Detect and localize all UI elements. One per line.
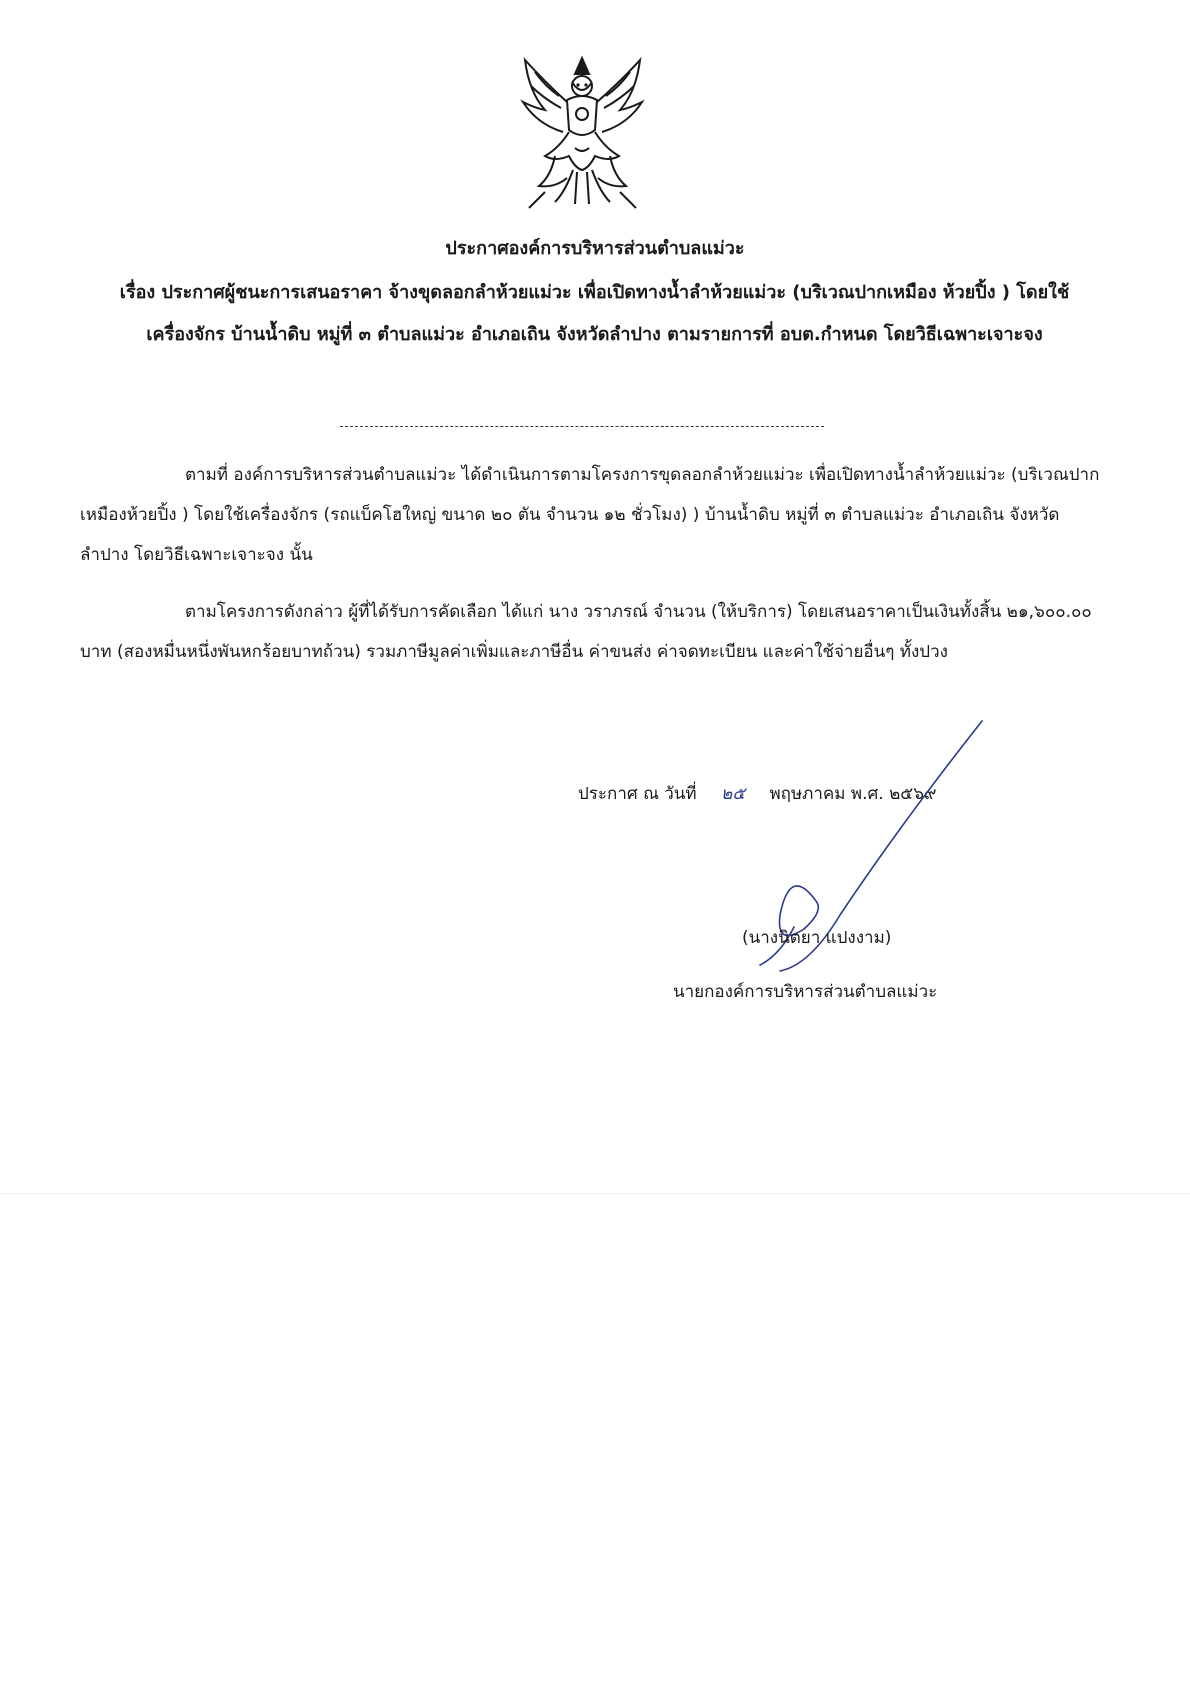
date-prefix: ประกาศ ณ วันที่ <box>578 784 697 804</box>
announcement-title: ประกาศองค์การบริหารส่วนตำบลแม่วะ <box>445 238 745 259</box>
dashed-divider <box>340 426 824 427</box>
body-paragraph-1: ตามที่ องค์การบริหารส่วนตำบลแม่วะ ได้ดำเนินการตามโครงการขุดลอกลำห้วยแม่วะ เพื่อเปิดทางน้ำลำห้วยแม่วะ (บริเวณปากเหมืองห้วยปิ้ง ) โดยใช้เครื่องจักร (รถแบ็คโฮใหญ่ ขนาด ๒๐ ตัน จำนวน ๑๒ ชั่วโมง) ) บ้านน้ำดิบ หมู่ที่ ๓ ตำบลแม่วะ อำเภอเถิน จังหวัดลำปาง โดยวิธีเฉพาะเจาะจง นั้น <box>80 465 1100 565</box>
body-paragraph-2: ตามโครงการดังกล่าว ผู้ที่ได้รับการคัดเลือก ได้แก่ นาง วราภรณ์ จำนวน (ให้บริการ) โดยเสนอราคาเป็นเงินทั้งสิ้น ๒๑,๖๐๐.๐๐ บาท (สองหมื่นหนึ่งพันหกร้อยบาทถ้วน) รวมภาษีมูลค่าเพิ่มและภาษีอื่น ค่าขนส่ง ค่าจดทะเบียน และค่าใช้จ่ายอื่นๆ ทั้งปวง <box>80 602 1092 662</box>
date-month-year: พฤษภาคม พ.ศ. ๒๕๖๙ <box>769 784 937 804</box>
scan-edge-line <box>0 1193 1190 1194</box>
announcement-subject: เรื่อง ประกาศผู้ชนะการเสนอราคา จ้างขุดลอกลำห้วยแม่วะ เพื่อเปิดทางน้ำลำห้วยแม่วะ (บริเวณปากเหมือง ห้วยปิ้ง ) โดยใช้เครื่องจักร บ้านน้ำดิบ หมู่ที่ ๓ ตำบลแม่วะ อำเภอเถิน จังหวัดลำปาง ตามรายการที่ อบต.กำหนด โดยวิธีเฉพาะเจาะจง <box>119 282 1070 345</box>
date-day: ๒๕ <box>721 784 746 804</box>
signer-name: (นางนิตยา แปงงาม) <box>742 928 892 948</box>
garuda-emblem-icon <box>515 52 650 212</box>
signer-title: นายกองค์การบริหารส่วนตำบลแม่วะ <box>673 982 938 1002</box>
